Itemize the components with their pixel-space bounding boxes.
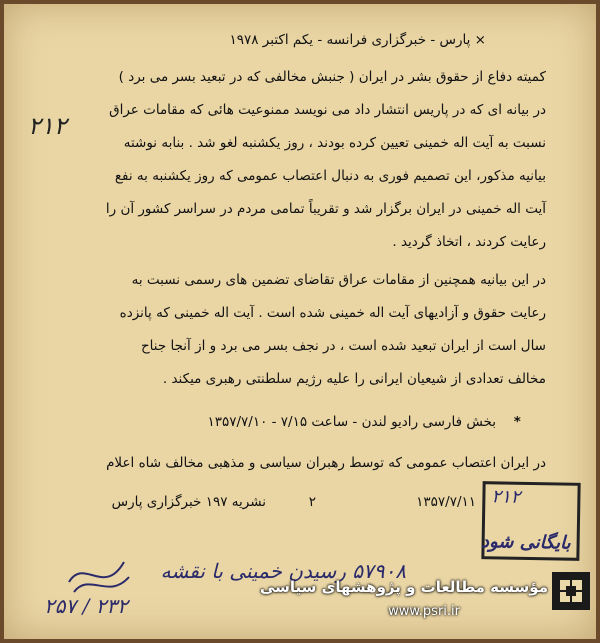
document-page — [4, 4, 596, 639]
institute-name: مؤسسه مطالعات و پژوهشهای سیاسی — [259, 578, 548, 596]
page-number: ۲ — [308, 494, 316, 510]
paragraph-line: رعایت کردند ، اتخاذ گردید . — [392, 234, 546, 250]
document-date: ۱۳۵۷/۷/۱۱ — [416, 494, 476, 510]
separator-mark: * — [513, 414, 521, 430]
pen-scribble-icon — [64, 552, 134, 602]
paragraph-line: در این بیانیه همچنین از مقامات عراق تقاضای تضمین های رسمی نسبت به — [131, 272, 546, 288]
paragraph-line: مخالف تعدادی از شیعیان ایرانی را علیه رژیم سلطنتی رهبری میکند . — [162, 371, 546, 387]
margin-number: ۲۱۲ — [28, 112, 67, 140]
paragraph-line: کمیته دفاع از حقوق بشر در ایران ( جنبش مخالفی که در تبعید بسر می برد ) — [118, 69, 546, 85]
paragraph-line: نسبت به آیت اله خمینی تعیین کرده بودند ، روز یکشنبه لغو شد . بنابه نوشته — [123, 135, 546, 151]
paragraph-line: آیت اله خمینی در ایران برگزار شد و تقریباً تمامی مردم در سراسر کشور آن را — [105, 201, 546, 217]
institute-logo-icon — [552, 572, 590, 610]
paragraph-line: سال است از ایران تبعید شده است ، در نجف بسر می برد و از آنجا جناح — [140, 338, 546, 354]
paragraph-line: در بیانه ای که در پاریس انتشار داد می نویسد ممنوعیت هائی که مقامات عراق — [109, 102, 546, 118]
stamp-label: بایگانی شود — [480, 531, 571, 554]
archive-stamp — [481, 481, 580, 561]
paragraph-line: بیانیه مذکور، این تصمیم فوری به دنبال اعتصاب عمومی که روز یکشنبه به نفع — [114, 168, 546, 184]
body-line: در ایران اعتصاب عمومی که توسط رهبران سیاسی و مذهبی مخالف شاه اعلام — [106, 455, 546, 471]
section-header: بخش فارسی رادیو لندن - ساعت ۷/۱۵ - ۱۳۵۷/۷/۱۰ — [207, 414, 496, 430]
stamp-number: ۲۱۲ — [491, 486, 521, 508]
handwritten-ref: ۲۳۲ / ۲۵۷ — [44, 594, 128, 618]
bulletin-number: نشریه ۱۹۷ خبرگزاری پارس — [111, 494, 266, 510]
document-header: × پارس - خبرگزاری فرانسه - یکم اکتبر ۱۹۷۸ — [229, 32, 486, 48]
paragraph-line: رعایت حقوق و آزادیهای آیت اله خمینی شده است . آیت اله خمینی که پانزده — [119, 305, 546, 321]
institute-url[interactable]: www.psri.ir — [388, 604, 460, 619]
handwritten-note: ۵۷۹۰۸ رسیدن خمینی با نقشه — [160, 559, 406, 583]
